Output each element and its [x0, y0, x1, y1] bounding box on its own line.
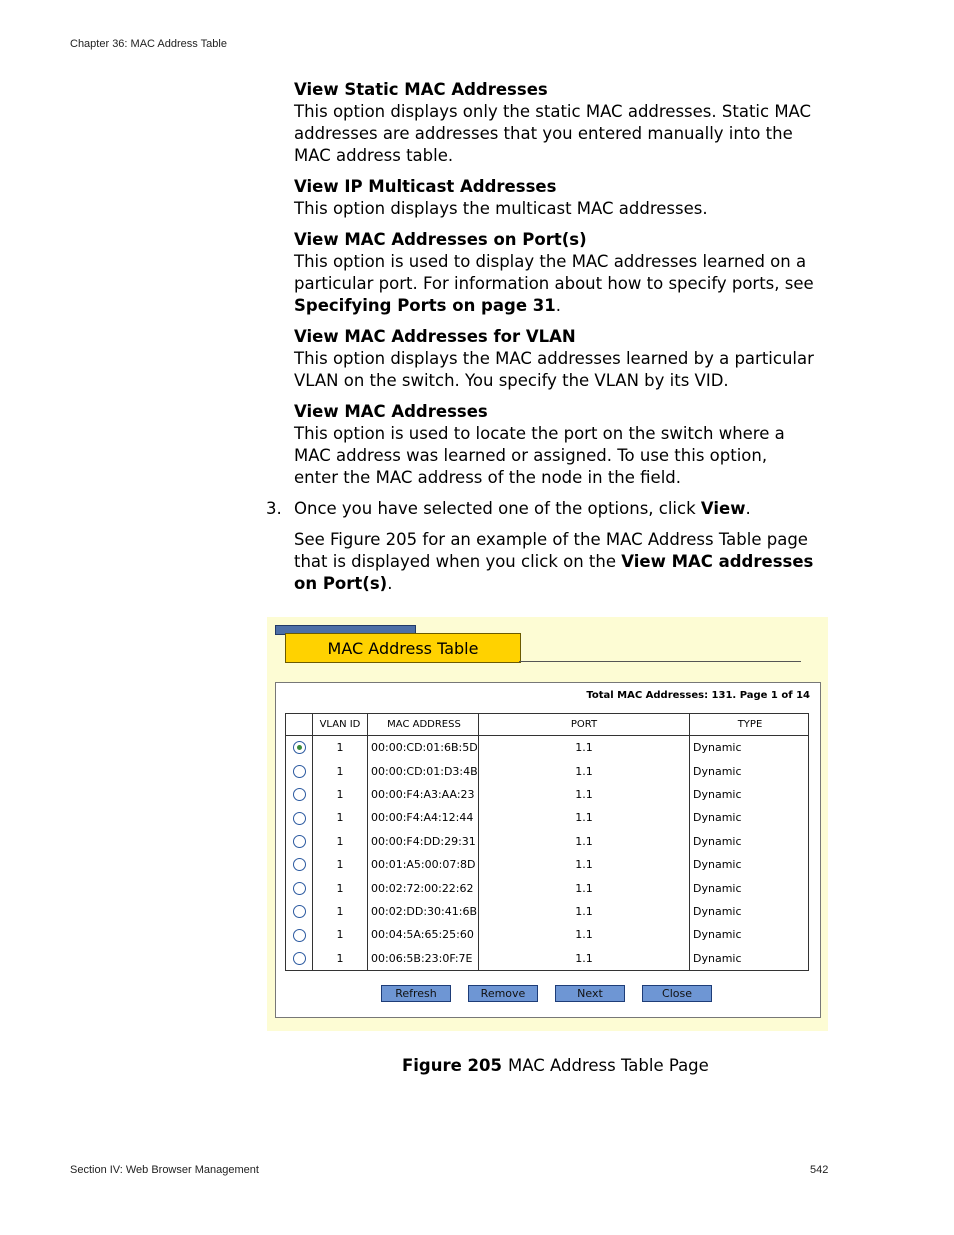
action-buttons [381, 985, 712, 1002]
type-cell: Dynamic [690, 759, 809, 782]
type-cell: Dynamic [690, 947, 809, 971]
vlan-cell: 1 [313, 830, 368, 853]
mac-cell: 00:04:5A:65:25:60 [368, 923, 479, 946]
type-cell: Dynamic [690, 830, 809, 853]
table-row [286, 923, 809, 946]
port-cell: 1.1 [479, 900, 690, 923]
para-text-before: See Figure 205 for an example of the MAC Address Table page that is displayed when you click on the [294, 530, 808, 571]
type-cell: Dynamic [690, 923, 809, 946]
next-button[interactable]: Next [555, 985, 625, 1002]
option-text: This option is used to locate the port on the switch where a MAC address was learned or assigned. To use this option, enter the MAC address of the node in the field. [294, 424, 785, 487]
vlan-cell: 1 [313, 736, 368, 760]
option-text: This option displays only the static MAC addresses. Static MAC addresses are addresses that you entered manually into the MAC address table. [294, 102, 812, 165]
vlan-cell: 1 [313, 853, 368, 876]
table-row [286, 853, 809, 876]
mac-cell: 00:00:CD:01:D3:4B [368, 759, 479, 782]
mac-cell: 00:00:F4:A3:AA:23 [368, 783, 479, 806]
mac-cell: 00:01:A5:00:07:8D [368, 853, 479, 876]
page-number: 542 [810, 1164, 829, 1176]
row-select-cell [286, 830, 313, 853]
option-ports [294, 229, 814, 317]
body-text [266, 79, 814, 595]
row-radio[interactable] [293, 741, 306, 754]
header-mac-address: MAC ADDRESS [368, 714, 479, 736]
footer-section: Section IV: Web Browser Management [70, 1164, 259, 1176]
refresh-button[interactable]: Refresh [381, 985, 451, 1002]
header-port: PORT [479, 714, 690, 736]
table-header-row [286, 714, 809, 736]
table-row [286, 876, 809, 899]
row-radio[interactable] [293, 858, 306, 871]
step-bold: View [700, 499, 746, 518]
type-cell: Dynamic [690, 736, 809, 760]
table-row [286, 783, 809, 806]
figure-mac-address-table [267, 617, 828, 1031]
mac-cell: 00:06:5B:23:0F:7E [368, 947, 479, 971]
row-select-cell [286, 806, 313, 829]
port-cell: 1.1 [479, 806, 690, 829]
total-count: Total MAC Addresses: 131. Page 1 of 14 [586, 690, 810, 701]
table-row [286, 759, 809, 782]
row-radio[interactable] [293, 882, 306, 895]
option-text [294, 251, 814, 317]
row-radio[interactable] [293, 835, 306, 848]
caption-text: MAC Address Table Page [508, 1056, 709, 1075]
option-vlan [294, 326, 814, 392]
vlan-cell: 1 [313, 900, 368, 923]
type-cell: Dynamic [690, 783, 809, 806]
row-radio[interactable] [293, 788, 306, 801]
mac-table [285, 713, 809, 971]
table-row [286, 806, 809, 829]
table-row [286, 830, 809, 853]
option-heading: View MAC Addresses on Port(s) [294, 230, 587, 249]
row-select-cell [286, 923, 313, 946]
vlan-cell: 1 [313, 759, 368, 782]
option-text-after: . [555, 296, 561, 315]
row-select-cell [286, 853, 313, 876]
port-cell: 1.1 [479, 759, 690, 782]
type-cell: Dynamic [690, 900, 809, 923]
option-text-before: This option is used to display the MAC addresses learned on a particular port. For information about how to specify ports, see [294, 252, 814, 293]
option-heading: View Static MAC Addresses [294, 80, 548, 99]
row-select-cell [286, 736, 313, 760]
row-select-cell [286, 759, 313, 782]
running-head: Chapter 36: MAC Address Table [70, 38, 227, 50]
header-select [286, 714, 313, 736]
header-type: TYPE [690, 714, 809, 736]
vlan-cell: 1 [313, 806, 368, 829]
port-cell: 1.1 [479, 830, 690, 853]
table-row [286, 736, 809, 760]
port-cell: 1.1 [479, 853, 690, 876]
option-heading: View MAC Addresses for VLAN [294, 327, 576, 346]
figure-title: MAC Address Table [285, 633, 521, 663]
vlan-cell: 1 [313, 876, 368, 899]
port-cell: 1.1 [479, 736, 690, 760]
header-vlan-id: VLAN ID [313, 714, 368, 736]
step-3 [266, 498, 814, 520]
row-select-cell [286, 947, 313, 971]
port-cell: 1.1 [479, 923, 690, 946]
caption-label: Figure 205 [402, 1056, 502, 1075]
mac-cell: 00:00:F4:DD:29:31 [368, 830, 479, 853]
vlan-cell: 1 [313, 783, 368, 806]
row-radio[interactable] [293, 812, 306, 825]
option-text: This option displays the multicast MAC addresses. [294, 199, 708, 218]
mac-cell: 00:02:DD:30:41:6B [368, 900, 479, 923]
figure-caption [402, 1056, 709, 1075]
remove-button[interactable]: Remove [468, 985, 538, 1002]
row-radio[interactable] [293, 765, 306, 778]
mac-cell: 00:00:F4:A4:12:44 [368, 806, 479, 829]
port-cell: 1.1 [479, 876, 690, 899]
vlan-cell: 1 [313, 923, 368, 946]
step-number: 3. [266, 499, 282, 518]
vlan-cell: 1 [313, 947, 368, 971]
option-multicast [294, 176, 814, 220]
step-text-after: . [745, 499, 751, 518]
row-select-cell [286, 876, 313, 899]
port-cell: 1.1 [479, 947, 690, 971]
row-radio[interactable] [293, 905, 306, 918]
port-cell: 1.1 [479, 783, 690, 806]
row-select-cell [286, 900, 313, 923]
type-cell: Dynamic [690, 806, 809, 829]
step-text-before: Once you have selected one of the options, click [294, 499, 701, 518]
para-text-after: . [387, 574, 393, 593]
para-bold: View MAC addresses on Port(s) [294, 552, 814, 593]
cross-reference-link[interactable]: Specifying Ports on page 31 [294, 296, 556, 315]
row-radio[interactable] [293, 952, 306, 965]
option-mac [294, 401, 814, 489]
row-select-cell [286, 783, 313, 806]
table-row [286, 947, 809, 971]
mac-cell: 00:02:72:00:22:62 [368, 876, 479, 899]
option-heading: View IP Multicast Addresses [294, 177, 557, 196]
option-static [294, 79, 814, 167]
mac-cell: 00:00:CD:01:6B:5D [368, 736, 479, 760]
title-divider [519, 661, 801, 662]
see-figure-paragraph [294, 529, 814, 595]
type-cell: Dynamic [690, 853, 809, 876]
table-panel [275, 682, 821, 1018]
table-row [286, 900, 809, 923]
close-button[interactable]: Close [642, 985, 712, 1002]
row-radio[interactable] [293, 929, 306, 942]
option-heading: View MAC Addresses [294, 402, 488, 421]
type-cell: Dynamic [690, 876, 809, 899]
option-text: This option displays the MAC addresses learned by a particular VLAN on the switch. You specify the VLAN by its VID. [294, 349, 814, 390]
